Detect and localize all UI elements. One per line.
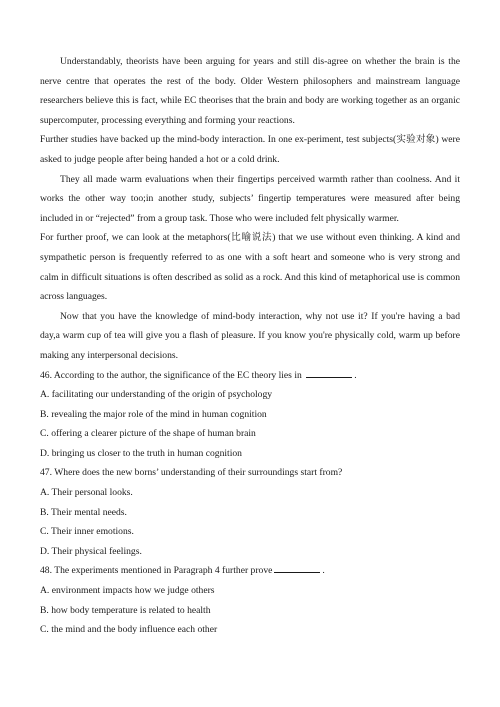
option-b: B. how body temperature is related to health <box>40 604 211 616</box>
option-a: A. facilitating our understanding of the origin of psychology <box>40 389 273 401</box>
question-46 <box>40 366 460 464</box>
question-stem-text: 48. The experiments mentioned in Paragraph 4 further prove <box>40 565 273 577</box>
question-stem <box>40 366 460 386</box>
answer-blank <box>274 563 320 573</box>
option-d: D. Their physical feelings. <box>40 545 142 557</box>
option-a: A. Their personal looks. <box>40 487 133 499</box>
question-stem <box>40 561 460 581</box>
question-47 <box>40 463 460 561</box>
option-b: B. revealing the major role of the mind in human cognition <box>40 408 267 420</box>
option-c: C. Their inner emotions. <box>40 526 134 538</box>
passage-paragraph: For further proof, we can look at the metaphors(比喻说法) that we use without even thinking. A kind and sympathetic person is frequently referred to as one with a soft heart and someone who is very strong and calm in difficult situations is often described as solid as a rock. And this kind of metaphorical use is common across languages. <box>40 232 460 303</box>
question-stem-end: . <box>354 369 357 381</box>
option-a: A. environment impacts how we judge others <box>40 585 215 597</box>
question-48 <box>40 561 460 639</box>
option-b: B. Their mental needs. <box>40 506 127 518</box>
passage-paragraph: Further studies have backed up the mind-body interaction. In one ex-periment, test subjects(实验对象) were asked to judge people after being handed a hot or a cold drink. <box>40 134 460 165</box>
question-stem-end: . <box>322 565 325 577</box>
option-d: D. bringing us closer to the truth in human cognition <box>40 447 242 459</box>
passage-paragraph: Now that you have the knowledge of mind-body interaction, why not use it? If you're having a bad day,a warm cup of tea will give you a flash of pleasure. If you know you're physically cold, warm up before making any interpersonal decisions. <box>40 310 460 361</box>
passage-paragraph: They all made warm evaluations when their fingertips perceived warmth rather than coolness. And it works the other way too;in another study, subjects’ fingertip temperatures were measured after being included in or “rejected” from a group task. Those who were included felt physically warmer. <box>40 173 460 224</box>
answer-blank <box>306 368 352 378</box>
option-c: C. the mind and the body influence each other <box>40 624 218 636</box>
passage-paragraph: Understandably, theorists have been arguing for years and still dis-agree on whether the brain is the nerve centre that operates the rest of the body. Older Western philosophers and mainstream language researchers believe this is fact, while EC theorises that the brain and body are working together as an organic supercomputer, processing everything and forming your reactions. <box>40 56 460 126</box>
question-stem-text: 46. According to the author, the significance of the EC theory lies in <box>40 369 305 381</box>
reading-passage <box>40 52 460 366</box>
option-c: C. offering a clearer picture of the shape of human brain <box>40 428 256 440</box>
question-stem <box>40 463 460 483</box>
question-stem-text: 47. Where does the new borns’ understanding of their surroundings start from? <box>40 467 343 479</box>
